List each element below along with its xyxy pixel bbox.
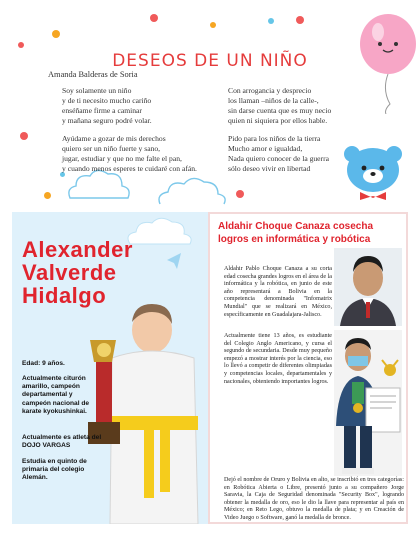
poem-stanza-2 xyxy=(62,134,197,174)
poem-line: y de ti necesito mucho cariño xyxy=(62,96,152,105)
poem-line: los llaman –niños de la calle-, xyxy=(228,96,319,105)
article-title: Aldahir Choque Canaza cosecha logros en informática y robótica xyxy=(218,221,374,245)
poem-author: Amanda Balderas de Soria xyxy=(48,70,138,79)
cloud-icon xyxy=(124,214,194,248)
confetti-dot xyxy=(18,42,24,48)
poem-line: jugar, estudiar y que no me falte el pan, xyxy=(62,154,182,163)
confetti-dot xyxy=(150,14,158,22)
article-paragraph: Dejó el nombre de Oruro y Bolivia en alto, se inscribió en tres categorías: en Robótica Abierta o Libre, presentó junto a su compañero Jorge Saravia, la Caja de Seguridad denominada "Security Box", logrando obtener la medalla de oro, eso le dio la llave para representar al país en México; en Reto Lego, obtuvo la medalla de plata; y en Creación de Video Juego o Software, ganó la medalla de bronce. xyxy=(224,477,404,521)
profile-section xyxy=(12,212,208,524)
poem-line: sin darse cuenta que es muy necio xyxy=(228,106,332,115)
poem-line: enséñame firme a caminar xyxy=(62,106,142,115)
poem-line: y mañana seguro podré volar. xyxy=(62,116,152,125)
poem-stanza-3 xyxy=(228,86,331,126)
profile-name-line: Hidalgo xyxy=(22,283,107,308)
confetti-dot xyxy=(210,22,216,28)
article-section xyxy=(208,212,408,524)
confetti-dot xyxy=(268,18,274,24)
profile-name-line: Alexander xyxy=(22,237,133,262)
poem-title: DESEOS DE UN NIÑO xyxy=(112,51,308,71)
poem-line: Nada quiero conocer de la guerra xyxy=(228,154,329,163)
teddy-bear-icon xyxy=(338,142,408,204)
paper-plane-icon xyxy=(166,252,182,270)
poem-line: Soy solamente un niño xyxy=(62,86,132,95)
student-portrait-photo xyxy=(334,248,402,326)
profile-rank: Actualmente citurón amarillo, campeón departamental y campeón nacional de karate kyokushinkai. xyxy=(22,375,90,415)
profile-name-line: Valverde xyxy=(22,260,117,285)
profile-age: Edad: 9 años. xyxy=(22,360,65,367)
confetti-dot xyxy=(44,192,51,199)
article-paragraph: Actualmente tiene 13 años, es estudiante del Colegio Anglo Americano, y cursa el segundo de secundaria. Desde muy pequeño empezó a mostrar interés por la ciencia, eso lo llevó a competir de diferentes olimpiadas y competencias locales, departamentales y nacionales, obteniendo importantes logros. xyxy=(224,333,332,385)
balloon-icon xyxy=(356,14,418,114)
poem-line: y cuando menos esperes te cuidaré con afán. xyxy=(62,164,197,173)
poem-line: Mucho amor e igualdad, xyxy=(228,144,303,153)
student-medal-photo xyxy=(334,330,402,476)
poem-stanza-4 xyxy=(228,134,329,174)
poem-section xyxy=(0,0,420,206)
profile-school: Estudia en quinto de primaria del colegio Alemán. xyxy=(22,458,87,482)
poem-line: Con arrogancia y desprecio xyxy=(228,86,312,95)
poem-line: Ayúdame a gozar de mis derechos xyxy=(62,134,166,143)
cloud-icon xyxy=(156,174,228,206)
article-paragraph: Aldahir Pablo Choque Canaza a su corta edad cosecha grandes logros en el área de la informática y la robótica, en junio de este año representará a Bolivia en la competencia denominada "Infomatrix Mundial" que se realizará en México, específicamente en Guadalajara-Jalisco. xyxy=(224,266,332,318)
profile-name xyxy=(22,238,133,307)
poem-line: sólo deseo vivir en libertad xyxy=(228,164,311,173)
confetti-dot xyxy=(296,16,304,24)
confetti-dot xyxy=(20,132,28,140)
confetti-dot xyxy=(236,190,244,198)
poem-stanza-1 xyxy=(62,86,152,126)
poem-line: quiero ser un niño fuerte y sano, xyxy=(62,144,161,153)
confetti-dot xyxy=(52,30,60,38)
profile-dojo: Actualmente es atleta del DOJO VARGAS xyxy=(22,434,102,450)
poem-line: quien ni siquiera por ellos hable. xyxy=(228,116,328,125)
poem-line: Pido para los niños de la tierra xyxy=(228,134,321,143)
